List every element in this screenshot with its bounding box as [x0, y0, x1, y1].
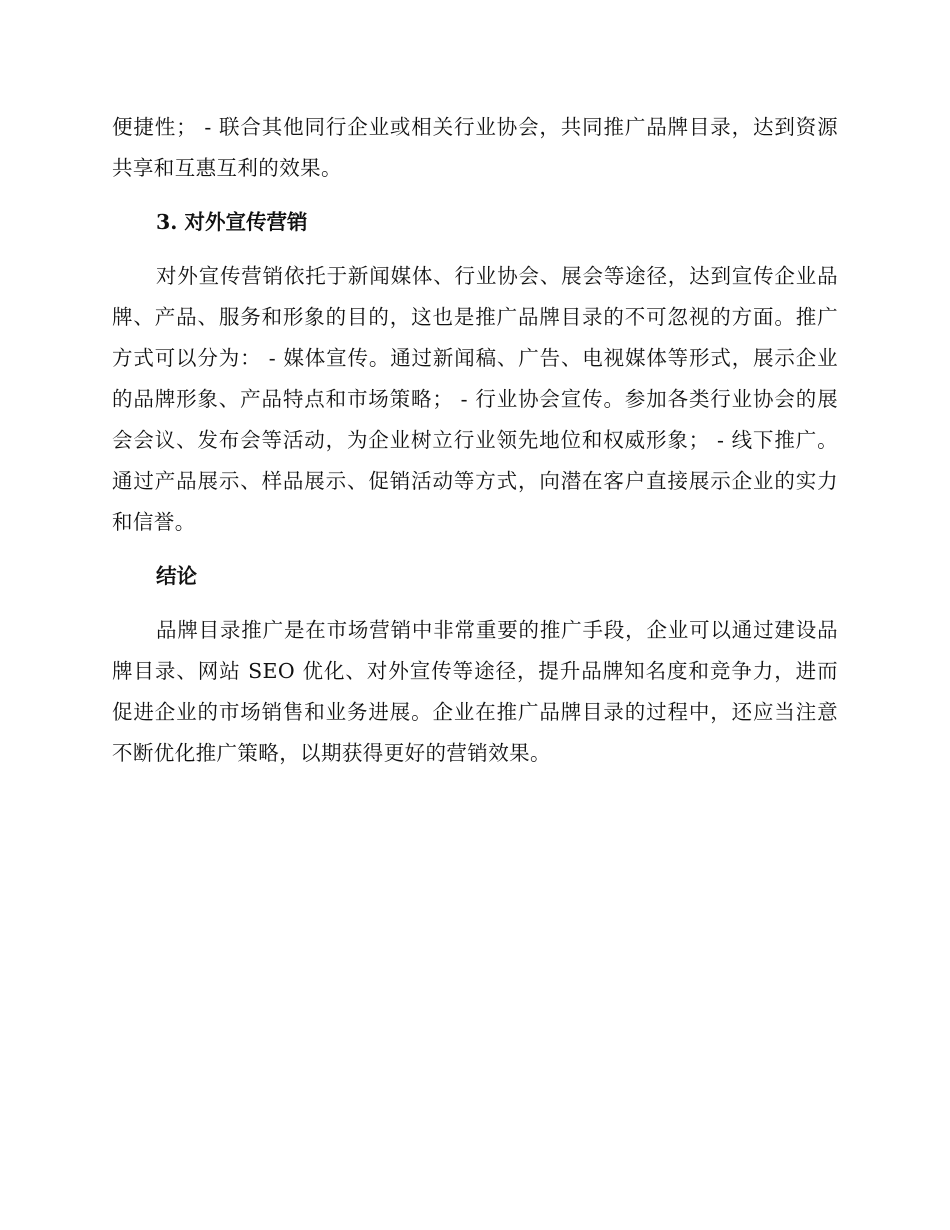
- external-promotion-paragraph: 对外宣传营销依托于新闻媒体、行业协会、展会等途径，达到宣传企业品牌、产品、服务和形象的目的，这也是推广品牌目录的不可忽视的方面。推广方式可以分为： - 媒体宣传。通过新闻稿、广告、电视媒体等形式，展示企业的品牌形象、产品特点和市场策略； - 行业协会宣传。参加各类行业协会的展会会议、发布会等活动，为企业树立行业领先地位和权威形象； - 线下推广。通过产品展示、样品展示、促销活动等方式，向潜在客户直接展示企业的实力和信誉。: [112, 264, 838, 534]
- conclusion-heading: 结论: [156, 564, 197, 588]
- continuation-paragraph: 便捷性； - 联合其他同行企业或相关行业协会，共同推广品牌目录，达到资源共享和互惠互利的效果。: [112, 115, 838, 180]
- document-body: [112, 107, 838, 774]
- conclusion-paragraph: 品牌目录推广是在市场营销中非常重要的推广手段，企业可以通过建设品牌目录、网站 SEO 优化、对外宣传等途径，提升品牌知名度和竞争力，进而促进企业的市场销售和业务进展。企业在推广品牌目录的过程中，还应当注意不断优化推广策略，以期获得更好的营销效果。: [112, 618, 838, 765]
- section-heading-external-promotion: 3. 对外宣传营销: [156, 210, 308, 234]
